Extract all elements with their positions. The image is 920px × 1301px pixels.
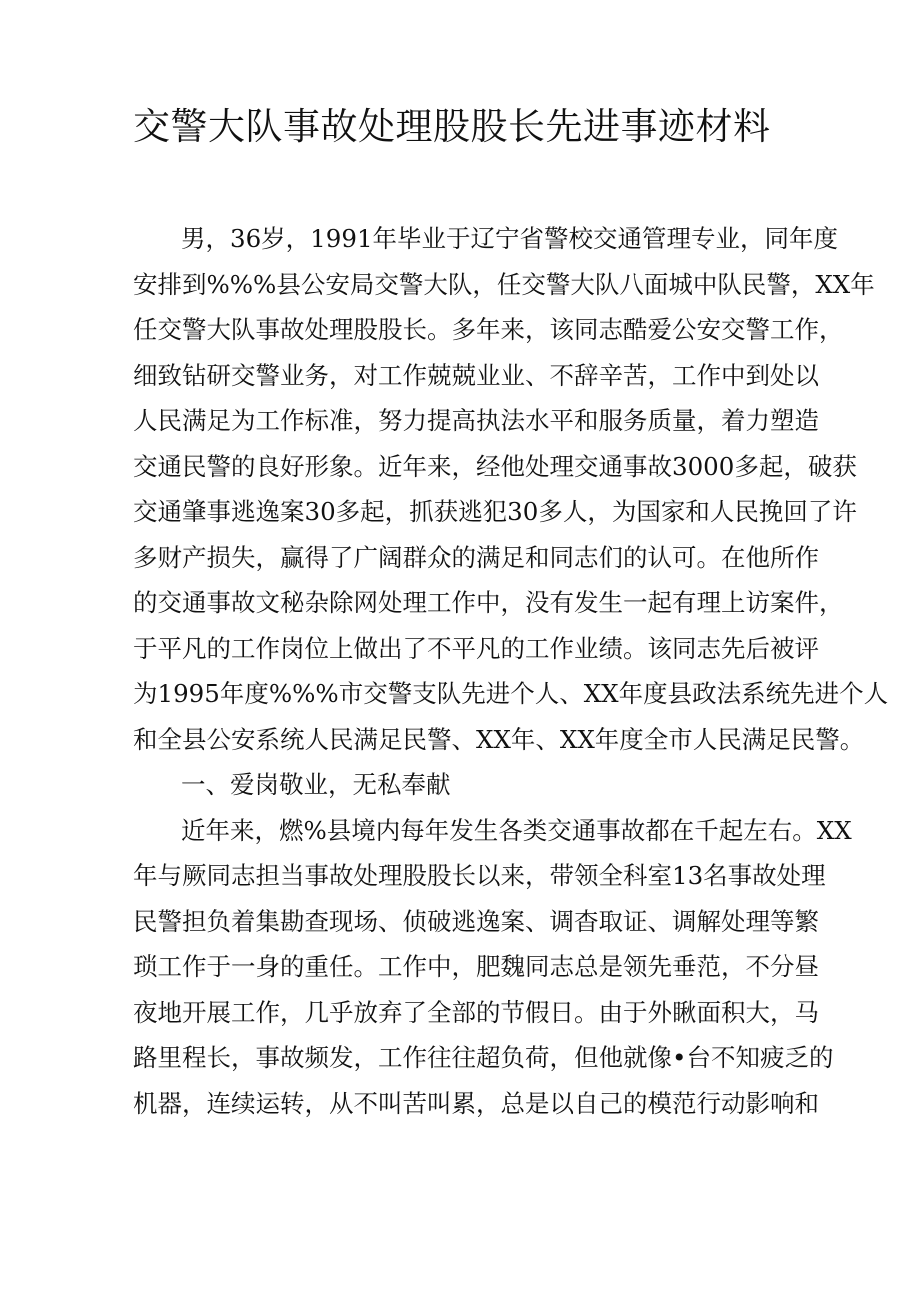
paragraph-line: 于平凡的工作岗位上做出了不平凡的工作业绩。该同志先后被评 — [133, 633, 819, 663]
paragraph-line: 路里程长，事故频发，工作往往超负荷，但他就像•台不知疲乏的 — [133, 1043, 834, 1072]
paragraph-line: 夜地开展工作，几乎放弃了全部的节假日。由于外瞅面积大，马 — [133, 997, 819, 1027]
section-heading: 一、爱岗敬业，无私奉献 — [181, 770, 451, 799]
paragraph-line: 民警担负着集勘查现场、侦破逃逸案、调杳取证、调解处理等繁 — [133, 906, 819, 936]
paragraph-line: 机器，连续运转，从不叫苦叫累，总是以自己的模范行动影响和 — [133, 1088, 819, 1118]
paragraph-line: 人民满足为工作标准，努力提高执法水平和服务质量，着力塑造 — [133, 406, 819, 435]
document-title: 交警大队事故处理股股长先进事迹材料 — [133, 105, 771, 148]
paragraph-line: 细致钻研交警业务，对工作兢兢业业、不辞辛苦，工作中到处以 — [133, 360, 819, 390]
paragraph-line: 男，36岁，1991年毕业于辽宁省警校交通管理专业，同年度 — [181, 224, 839, 253]
document-body — [133, 216, 889, 1126]
paragraph-line: 的交通事故文秘杂除网处理工作中，没有发生一起有理上访案件， — [133, 588, 844, 617]
paragraph-line: 任交警大队事故处理股股长。多年来，该同志酷爱公安交警工作， — [133, 315, 844, 344]
paragraph-line: 近年来，燃%县境内每年发生各类交通事故都在千起左右。XX — [181, 815, 852, 845]
paragraph-line: 为1995年度%%%市交警支队先进个人、XX年度县政法系统先进个人 — [133, 679, 889, 708]
paragraph-line: 年与厥同志担当事故处理股股长以来，带领全科室13名事故处理 — [133, 861, 826, 890]
paragraph-line: 和全县公安系统人民满足民警、XX年、XX年度全市人民满足民警。 — [133, 724, 865, 754]
paragraph-line: 琐工作于一身的重任。工作中，肥魏同志总是领先垂范，不分昼 — [133, 952, 819, 981]
paragraph-line: 多财产损失，赢得了广阔群众的满足和同志们的认可。在他所作 — [133, 542, 819, 572]
paragraph-line: 交通肇事逃逸案30多起，抓获逃犯30多人，为国家和人民挽回了许 — [133, 497, 857, 526]
paragraph-line: 安排到%%%县公安局交警大队，任交警大队八面城中队民警，XX年 — [133, 269, 875, 299]
paragraph-line: 交通民警的良好形象。近年来，经他处理交通事故3000多起，破获 — [133, 451, 857, 481]
